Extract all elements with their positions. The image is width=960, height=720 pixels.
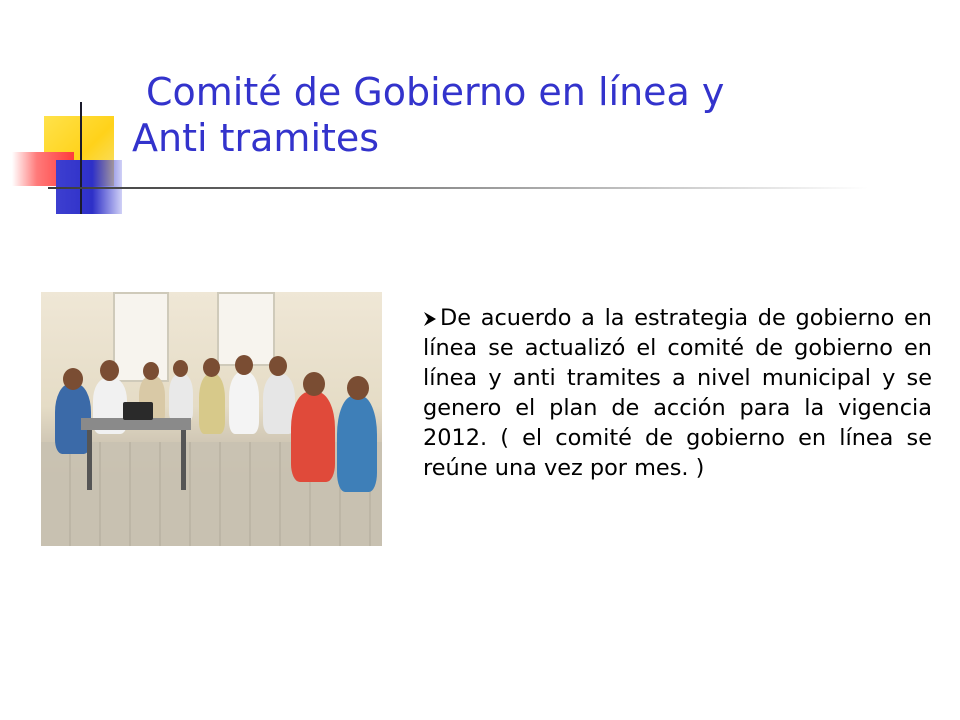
- photo-person: [169, 374, 193, 422]
- photo-head: [303, 372, 325, 396]
- photo-person: [199, 374, 225, 434]
- photo-head: [269, 356, 287, 376]
- photo-head: [100, 360, 119, 381]
- photo-head: [63, 368, 83, 390]
- photo-head: [173, 360, 188, 377]
- decorative-vertical-line: [80, 102, 82, 214]
- photo-table-leg: [87, 430, 92, 490]
- photo-person: [229, 372, 259, 434]
- slide-title-line2: Anti tramites: [132, 115, 380, 160]
- photo-laptop: [123, 402, 153, 420]
- bullet-item: [423, 303, 932, 483]
- photo-person: [337, 396, 377, 492]
- slide-title: [132, 70, 852, 161]
- photo-head: [143, 362, 159, 380]
- photo-person: [291, 392, 335, 482]
- meeting-photo: [41, 292, 382, 546]
- bullet-text: De acuerdo a la estrategia de gobierno en línea se actualizó el comité de gobierno en línea y anti tramites a nivel municipal y se genero el plan de acción para la vigencia 2012. ( el comité de gobierno en línea se reúne una vez por mes. ): [423, 305, 932, 481]
- photo-head: [203, 358, 220, 377]
- photo-table-leg: [181, 430, 186, 490]
- photo-head: [347, 376, 369, 400]
- arrow-bullet-icon: [423, 311, 437, 327]
- photo-head: [235, 355, 253, 375]
- photo-window-left: [113, 292, 169, 382]
- title-underline: [48, 187, 868, 189]
- slide-title-line1: Comité de Gobierno en línea y: [146, 70, 725, 114]
